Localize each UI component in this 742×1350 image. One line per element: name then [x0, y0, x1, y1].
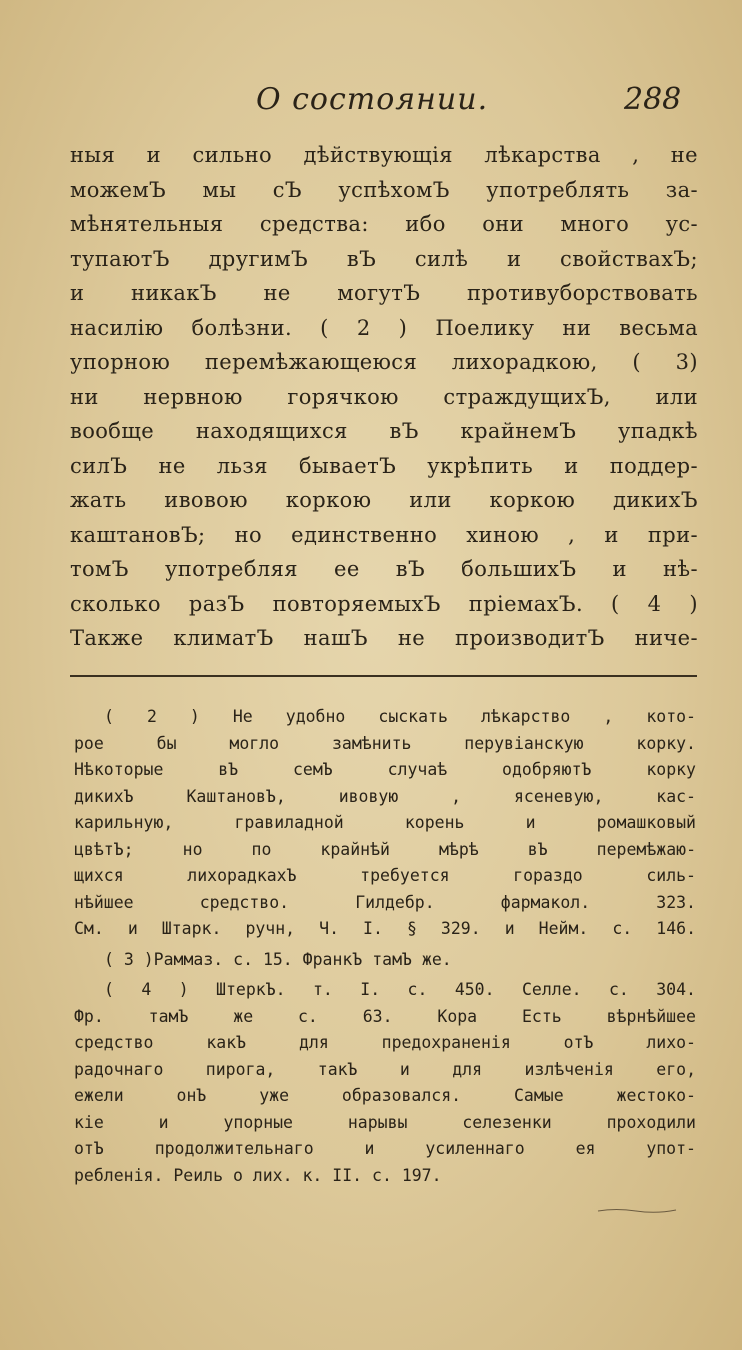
text-line: силЪ не льзя бываетЪ укрѣпить и поддер-: [70, 453, 698, 478]
footnote-line: ( 2 ) Не удобно сыскать лѣкарство , кото-: [104, 707, 696, 726]
footnote-line: дикихЪ КаштановЪ, ивовую , ясеневую, кас-: [74, 786, 696, 806]
footnote-line: См. и Штарк. ручн, Ч. I. § 329. и Нейм. с. 146.: [74, 919, 696, 938]
footnote-3: [74, 947, 696, 974]
text-line: и никакЪ не могутЪ противуборствовать: [70, 281, 698, 305]
text-line: сколько разЪ повторяемыхЪ пріемахЪ. ( 4 ): [70, 591, 698, 616]
footnote-line: ребленія. Реиль о лих. к. II. с. 197.: [74, 1165, 442, 1185]
text-line: ни нервною горячкою страждущихЪ, или: [70, 384, 698, 409]
text-line: ныя и сильно дѣйствующія лѣкарства , не: [70, 143, 698, 167]
text-line: Также климатЪ нашЪ не производитЪ ниче-: [70, 626, 698, 650]
main-text-block: [70, 138, 698, 656]
text-line: тупаютЪ другимЪ вЪ силѣ и свойствахЪ;: [70, 246, 698, 271]
footnotes-block: [74, 704, 696, 1189]
text-line: жать ивовою коркою или коркою дикихЪ: [70, 488, 698, 512]
text-line: вообще находящихся вЪ крайнемЪ упадкѣ: [70, 419, 698, 443]
footnote-line: ( 3 )Раммаз. с. 15. ФранкЪ тамЪ же.: [104, 949, 452, 969]
ornament-mark: [596, 1206, 686, 1214]
footnote-line: ( 4 ) ШтеркЪ. т. I. с. 450. Селле. с. 304.: [104, 980, 696, 999]
footnote-divider: [70, 675, 697, 677]
text-line: насилію болѣзни. ( 2 ) Поелику ни весьма: [70, 315, 698, 340]
text-line: упорною перемѣжающеюся лихорадкою, ( 3): [70, 350, 698, 374]
footnote-line: карильную, гравиладной корень и ромашковый: [74, 813, 696, 832]
footnote-line: отЪ продолжительнаго и усиленнаго ея упот-: [74, 1139, 696, 1158]
page-header: [0, 80, 742, 130]
text-line: можемЪ мы сЪ успѣхомЪ употреблять за-: [70, 177, 698, 202]
footnote-line: радочнаго пирога, такЪ и для излѣченія его,: [74, 1059, 696, 1079]
footnote-line: кіе и упорные нарывы селезенки проходили: [74, 1112, 696, 1132]
footnote-line: средство какЪ для предохраненія отЪ лихо-: [74, 1033, 696, 1052]
footnote-line: цвѣтЪ; но по крайнѣй мѣрѣ вЪ перемѣжаю-: [74, 839, 696, 859]
footnote-line: рое бы могло замѣнить перувіанскую корку.: [74, 733, 696, 753]
footnote-line: Нѣкоторые вЪ семЪ случаѣ одобряютЪ корку: [74, 760, 696, 779]
page-number: 288: [624, 82, 682, 117]
footnote-line: ежели онЪ уже образовался. Самые жестоко-: [74, 1086, 696, 1105]
text-line: мѣнятельныя средства: ибо они много ус-: [70, 212, 698, 236]
footnote-4: [74, 977, 696, 1189]
footnote-line: нѣйшее средство. Гилдебр. фармакол. 323.: [74, 892, 696, 912]
footnote-line: щихся лихорадкахЪ требуется гораздо силь-: [74, 866, 696, 885]
text-line: каштановЪ; но единственно хиною , и при-: [70, 522, 698, 547]
footnote-2: [74, 704, 696, 943]
footnote-line: Фр. тамЪ же с. 63. Кора Есть вѣрнѣйшее: [74, 1006, 696, 1026]
running-head: О состоянии.: [256, 82, 489, 117]
text-line: томЪ употребляя ее вЪ большихЪ и нѣ-: [70, 557, 698, 581]
